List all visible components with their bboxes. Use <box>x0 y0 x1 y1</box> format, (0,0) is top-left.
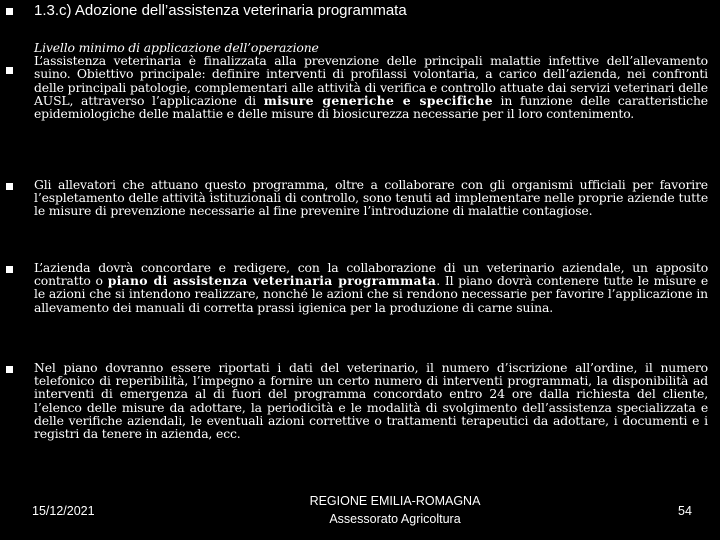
bullet-icon <box>6 266 13 273</box>
paragraph-assistenza <box>34 41 708 120</box>
bullet-icon <box>6 366 13 373</box>
footer-organization: REGIONE EMILIA-ROMAGNA Assessorato Agricoltura <box>309 494 481 526</box>
bullet-icon <box>6 67 13 74</box>
slide-title: 1.3.c) Adozione dell’assistenza veterinaria programmata <box>34 2 407 19</box>
bullet-icon <box>6 183 13 190</box>
paragraph-piano: Nel piano dovranno essere riportati i dati del veterinario, il numero d’iscrizione all’ordine, il numero telefonico di reperibilità, l’impegno a fornire un certo numero di interventi programmati, la disponibilità ad interventi di emergenza al di fuori del programma concordato entro 24 ore dalla richiesta del cliente, l’elenco delle misure da adottare, la periodicità e le modalità di svolgimento dell’assistenza specializzata e delle verifiche aziendali, le eventuali azioni correttive o trattamenti terapeutici da adottare, i documenti e i registri da tenere in azienda, ecc. <box>34 360 708 442</box>
footer-date: 15/12/2021 <box>32 504 95 518</box>
page-number: 54 <box>678 504 692 518</box>
bold-term: misure generiche e specifiche <box>263 92 493 108</box>
bold-term: piano di assistenza veterinaria programmata <box>107 273 437 289</box>
paragraph-body: L’azienda dovrà concordare e redigere, con la collaborazione di un veterinario aziendale, un apposito contratto o piano di assistenza veterinaria programmata. Il piano dovrà contenere tutte le misure e le azioni che si intendono realizzare, nonché le azioni che si rendono necessarie per favorire l’applicazione in allevamento dei manuali di corretta prassi igienica per la produzione di carne suina. <box>34 260 709 315</box>
paragraph-azienda <box>34 261 708 314</box>
paragraph-body: L’assistenza veterinaria è finalizzata alla prevenzione delle principali malattie infettive dell’allevamento suino. Obiettivo principale: definire interventi di profilassi volontaria, a carico dell’azienda, nei confronti delle principali patologie, complementari alle attività di verifica e controllo attuate dai servizi veterinari delle AUSL, attraverso l’applicazione di misure generiche e specifiche in funzione delle caratteristiche epidemiologiche delle malattie e delle misure di biosicurezza necessarie per il loro contenimento. <box>34 53 708 122</box>
bullet-icon <box>6 8 13 15</box>
paragraph-allevatori: Gli allevatori che attuano questo programma, oltre a collaborare con gli organismi ufficiali per favorire l’espletamento delle attività istituzionali di controllo, sono tenuti ad implementare nelle proprie aziende tutte le misure di prevenzione necessarie al fine prevenire l’introduzione di malattie contagiose. <box>34 177 708 219</box>
paragraph-subtitle: Livello minimo di applicazione dell’operazione <box>34 40 319 55</box>
